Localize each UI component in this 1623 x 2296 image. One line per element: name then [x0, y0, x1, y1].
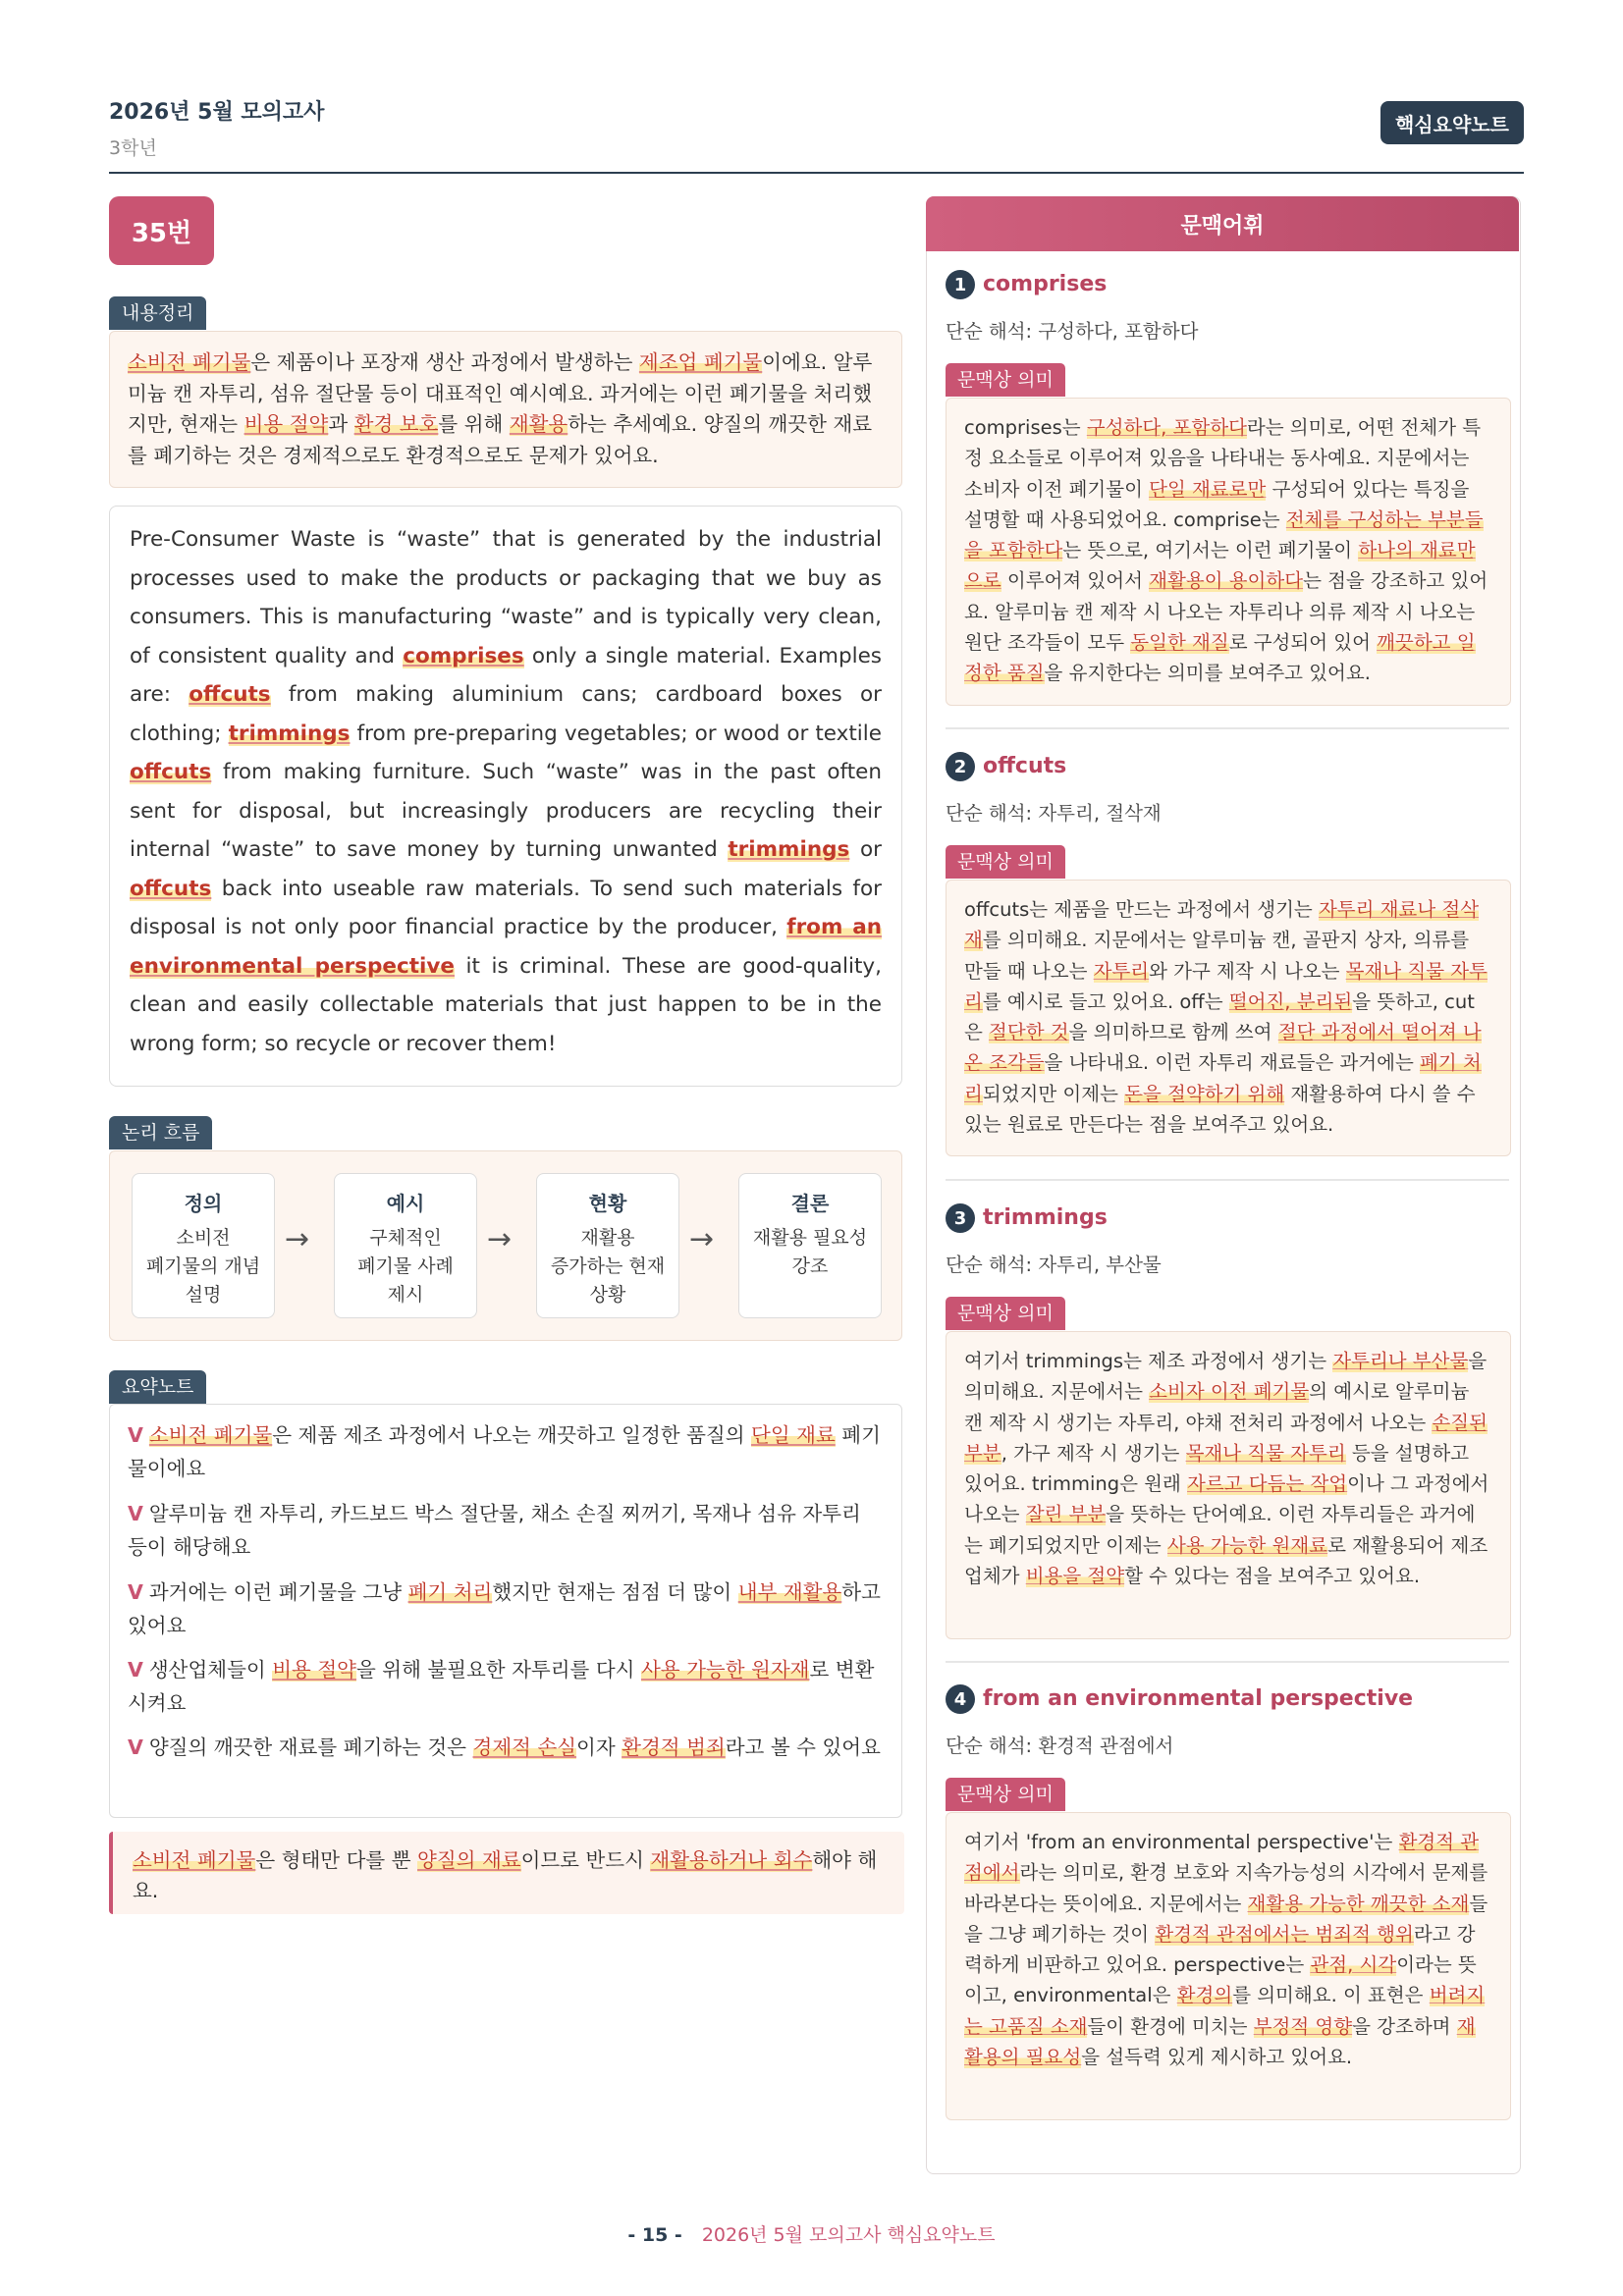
- arrow-right-icon: →: [487, 1222, 513, 1256]
- highlighted-term: 재활용: [509, 412, 568, 436]
- highlighted-term: 재활용의 필요성: [964, 2014, 1476, 2069]
- highlighted-term: trimmings: [728, 837, 850, 862]
- vocab-word: trimmings: [983, 1204, 1108, 1230]
- highlighted-term: 환경 보호: [353, 412, 439, 436]
- vocab-title: 문맥어휘: [926, 196, 1519, 251]
- note-item: V 양질의 깨끗한 재료를 폐기하는 것은 경제적 손실이자 환경적 범죄라고 볼 수 있어요: [128, 1735, 881, 1759]
- highlighted-term: 관점, 시각: [1310, 1953, 1397, 1977]
- highlighted-term: trimmings: [228, 721, 351, 746]
- flow-step-conclusion: [738, 1173, 882, 1318]
- vocab-word: offcuts: [983, 753, 1067, 778]
- flow-step-desc: 재활용 필요성 강조: [752, 1227, 868, 1277]
- highlighted-term: 환경의: [1176, 1984, 1233, 2007]
- note-item: V 알루미늄 캔 자투리, 카드보드 박스 절단물, 채소 손질 찌꺼기, 목재나 섬유 자투리 등이 해당해요: [128, 1502, 861, 1559]
- highlighted-term: 잘린 부분: [1025, 1503, 1107, 1526]
- vocab-entry-header: [946, 1203, 1108, 1233]
- highlighted-term: 단일 재료로만: [1149, 477, 1267, 501]
- context-meaning-text: comprises는 구성하다, 포함하다라는 의미로, 어떤 전체가 특정 요소들로 이루어져 있음을 나타내는 동사예요. 지문에서는 소비자 이전 폐기물이 단일 재료로만 구성되어 있다는 특징을 설명할 때 사용되었어요. comprise는 전체를 구성하는 부분들을 포함한다는 뜻으로, 여기서는 이런 폐기물이 하나의 재료만으로 이루어져 있어서 재활용이 용이하다는 점을 강조하고 있어요. 알루미늄 캔 제작 시 나오는 자투리나 의류 제작 시 나오는 원단 조각들이 모두 동일한 재질로 구성되어 있어 깨끗하고 일정한 품질을 유지한다는 의미를 보여주고 있어요.: [964, 416, 1488, 685]
- highlighted-term: 구성하다, 포함하다: [1086, 416, 1247, 439]
- header-divider: [109, 172, 1524, 174]
- highlighted-term: 양질의 재료: [417, 1848, 521, 1872]
- highlighted-term: from an environmental perspective: [130, 915, 883, 979]
- flow-step-status: [536, 1173, 679, 1318]
- flow-step-example: [334, 1173, 477, 1318]
- flow-step-title: 예시: [386, 1192, 425, 1215]
- number-badge: 1: [946, 270, 975, 299]
- flow-step-title: 현황: [588, 1192, 627, 1215]
- context-meaning-text: offcuts는 제품을 만드는 과정에서 생기는 자투리 재료나 절삭재를 의미해요. 지문에서는 알루미늄 캔, 골판지 상자, 의류를 만들 때 나오는 자투리와 가구 제작 시 나오는 목재나 직물 자투리를 예시로 들고 있어요. off는 떨어진, 분리된을 뜻하고, cut은 절단한 것을 의미하므로 함께 쓰여 절단 과정에서 떨어져 나온 조각들을 나타내요. 이런 자투리 재료들은 과거에는 폐기 처리되었지만 이제는 돈을 절약하기 위해 재활용하여 다시 쓸 수 있는 원료로 만든다는 점을 보여주고 있어요.: [964, 898, 1488, 1137]
- highlighted-term: 재활용하거나 회수: [650, 1848, 813, 1872]
- highlighted-term: 환경적 관점에서는 범죄적 행위: [1155, 1922, 1414, 1946]
- flow-step-definition: [132, 1173, 275, 1318]
- note-item: V 소비전 폐기물은 제품 제조 과정에서 나오는 깨끗하고 일정한 품질의 단일 재료 폐기물이에요: [128, 1423, 881, 1480]
- highlighted-term: 사용 가능한 원자재: [640, 1658, 810, 1682]
- highlighted-term: 폐기 처리: [407, 1580, 493, 1604]
- flow-step-desc: 구체적인 폐기물 사례 제시: [357, 1227, 454, 1306]
- highlighted-term: 환경적 관점에서: [964, 1831, 1480, 1885]
- context-meaning-text: 여기서 'from an environmental perspective'는 환경적 관점에서라는 의미로, 환경 보호와 지속가능성의 시각에서 문제를 바라본다는 뜻이에요. 지문에서는 재활용 가능한 깨끗한 소재들을 그냥 폐기하는 것이 환경적 관점에서는 범죄적 행위라고 강력하게 비판하고 있어요. perspective는 관점, 시각이라는 뜻이고, environmental은 환경의를 의미해요. 이 표현은 버려지는 고품질 소재들이 환경에 미치는 부정적 영향을 강조하며 재활용의 필요성을 설득력 있게 제시하고 있어요.: [964, 1831, 1488, 2069]
- simple-meaning: 단순 해석: 구성하다, 포함하다: [946, 320, 1199, 343]
- simple-meaning: 단순 해석: 자투리, 부산물: [946, 1254, 1162, 1276]
- divider: [946, 1179, 1509, 1181]
- footer-title: 2026년 5월 모의고사 핵심요약노트: [701, 2224, 996, 2246]
- summary-tag: 내용정리: [109, 296, 206, 330]
- notes-badge: 핵심요약노트: [1380, 101, 1524, 144]
- highlighted-term: 제조업 폐기물: [638, 350, 763, 374]
- divider: [946, 1661, 1509, 1663]
- highlighted-term: offcuts: [130, 760, 212, 784]
- vocab-entry-header: [946, 270, 1107, 299]
- highlighted-term: 소비전 폐기물: [133, 1848, 256, 1872]
- highlighted-term: 부정적 영향: [1253, 2014, 1353, 2038]
- logic-flow: [109, 1150, 902, 1341]
- highlighted-term: 자투리: [1093, 959, 1150, 983]
- simple-meaning: 단순 해석: 환경적 관점에서: [946, 1735, 1174, 1757]
- question-number: 35번: [109, 196, 214, 265]
- flow-step-desc: 소비전 폐기물의 개념 설명: [145, 1227, 261, 1306]
- highlighted-term: 환경적 범죄: [622, 1735, 726, 1759]
- highlighted-term: 전체를 구성하는 부분들을 포함한다: [964, 507, 1484, 562]
- highlighted-term: 단일 재료: [751, 1423, 836, 1447]
- summary-text: 소비전 폐기물은 제품이나 포장재 생산 과정에서 발생하는 제조업 폐기물이에요. 알루미늄 캔 자투리, 섬유 절단물 등이 대표적인 예시예요. 과거에는 이런 폐기물을 처리했지만, 현재는 비용 절약과 환경 보호를 위해 재활용하는 추세예요. 양질의 깨끗한 재료를 폐기하는 것은 경제적으로도 환경적으로도 문제가 있어요.: [128, 350, 873, 467]
- highlighted-term: 소비전 폐기물: [148, 1423, 273, 1447]
- highlighted-term: 내부 재활용: [737, 1580, 842, 1604]
- note-item: V 생산업체들이 비용 절약을 위해 불필요한 자투리를 다시 사용 가능한 원자재로 변환시켜요: [128, 1658, 875, 1715]
- highlighted-term: 절단 과정에서 떨어져 나온 조각들: [964, 1021, 1482, 1075]
- vocab-entry-header: [946, 1684, 1413, 1714]
- highlighted-term: 비용 절약: [272, 1658, 356, 1682]
- divider: [946, 727, 1509, 729]
- highlighted-term: 목재나 직물 자투리: [1185, 1441, 1346, 1465]
- highlighted-term: 절단한 것: [989, 1021, 1069, 1044]
- page-footer: [0, 2220, 1623, 2247]
- highlighted-term: 동일한 재질: [1130, 631, 1229, 655]
- flow-step-title: 정의: [184, 1192, 223, 1215]
- passage-box: [109, 506, 902, 1087]
- highlighted-term: 소비전 폐기물: [128, 350, 251, 374]
- document-title: 2026년 5월 모의고사: [109, 100, 325, 125]
- highlighted-term: comprises: [403, 643, 524, 668]
- context-meaning-box: [946, 880, 1511, 1156]
- number-badge: 2: [946, 752, 975, 781]
- context-meaning-tag: 문맥상 의미: [946, 363, 1065, 397]
- context-meaning-tag: 문맥상 의미: [946, 1778, 1065, 1811]
- highlighted-term: offcuts: [189, 682, 271, 707]
- notes-box: [109, 1404, 902, 1818]
- flow-tag: 논리 흐름: [109, 1116, 212, 1149]
- vocab-entry-header: [946, 752, 1066, 781]
- highlighted-term: offcuts: [130, 876, 212, 901]
- callout-text: 소비전 폐기물은 형태만 다를 뿐 양질의 재료이므로 반드시 재활용하거나 회수해야 해요.: [133, 1848, 878, 1902]
- simple-meaning: 단순 해석: 자투리, 절삭재: [946, 802, 1162, 825]
- notes-tag: 요약노트: [109, 1370, 206, 1404]
- flow-step-desc: 재활용 증가하는 현재 상황: [550, 1227, 666, 1306]
- highlighted-term: 폐기 처리: [964, 1051, 1482, 1105]
- arrow-right-icon: →: [689, 1222, 715, 1256]
- highlighted-term: 경제적 손실: [472, 1735, 577, 1759]
- highlighted-term: 떨어진, 분리된: [1228, 989, 1353, 1013]
- number-badge: 4: [946, 1684, 975, 1714]
- grade-label: 3학년: [109, 137, 157, 159]
- highlighted-term: 버려지는 고품질 소재: [964, 1984, 1486, 2038]
- highlighted-term: 자르고 다듬는 작업: [1187, 1472, 1348, 1496]
- highlighted-term: 하나의 재료만으로: [964, 539, 1476, 593]
- context-meaning-tag: 문맥상 의미: [946, 845, 1065, 879]
- context-meaning-tag: 문맥상 의미: [946, 1297, 1065, 1330]
- highlighted-term: 돈을 절약하기 위해: [1124, 1082, 1285, 1105]
- highlighted-term: 깨끗하고 일정한 품질: [964, 631, 1476, 685]
- context-meaning-box: [946, 1812, 1511, 2120]
- highlighted-term: 손질된 부분: [964, 1411, 1488, 1465]
- context-meaning-box: [946, 1331, 1511, 1639]
- passage-text: Pre-Consumer Waste is “waste” that is generated by the industrial processes used to make the products or packaging that we buy as consumers. This is manufacturing “waste” and is typically very clean, of consistent quality and comprises only a single material. Examples are: offcuts from making aluminium cans; cardboard boxes or clothing; trimmings from pre-preparing vegetables; or wood or textile offcuts from making furniture. Such “waste” was in the past often sent for disposal, but increasingly producers are recycling their internal “waste” to save money by turning unwanted trimmings or offcuts back into useable raw materials. To send such materials for disposal is not only poor financial practice by the producer, from an environmental perspective it is criminal. These are good-quality, clean and easily collectable materials that just happen to be in the wrong form; so recycle or recover them!: [130, 527, 883, 1056]
- highlighted-term: 재활용 가능한 깨끗한 소재: [1247, 1892, 1470, 1915]
- vocab-word: from an environmental perspective: [983, 1685, 1414, 1711]
- flow-step-title: 결론: [790, 1192, 830, 1215]
- number-badge: 3: [946, 1203, 975, 1233]
- arrow-right-icon: →: [285, 1222, 310, 1256]
- highlighted-term: 자투리나 부산물: [1332, 1350, 1469, 1372]
- note-item: V 과거에는 이런 폐기물을 그냥 폐기 처리했지만 현재는 점점 더 많이 내부 재활용하고 있어요: [128, 1580, 881, 1637]
- key-callout: [109, 1832, 904, 1914]
- highlighted-term: 소비자 이전 폐기물: [1149, 1380, 1310, 1404]
- highlighted-term: 자투리 재료나 절삭재: [964, 898, 1480, 952]
- highlighted-term: 사용 가능한 원재료: [1166, 1533, 1328, 1557]
- context-meaning-box: [946, 398, 1511, 706]
- highlighted-term: 재활용이 용이하다: [1149, 569, 1304, 593]
- summary-box: [109, 331, 902, 488]
- highlighted-term: 비용 절약: [243, 412, 329, 436]
- context-meaning-text: 여기서 trimmings는 제조 과정에서 생기는 자투리나 부산물을 의미해요. 지문에서는 소비자 이전 폐기물의 예시로 알루미늄 캔 제작 시 생기는 자투리, 야채 전처리 과정에서 나오는 손질된 부분, 가구 제작 시 생기는 목재나 직물 자투리 등을 설명하고 있어요. trimming은 원래 자르고 다듬는 작업이나 그 과정에서 나오는 잘린 부분을 뜻하는 단어예요. 이런 자투리들은 과거에는 폐기되었지만 이제는 사용 가능한 원재료로 재활용되어 제조업체가 비용을 절약할 수 있다는 점을 보여주고 있어요.: [964, 1350, 1489, 1588]
- vocab-word: comprises: [983, 271, 1108, 296]
- highlighted-term: 목재나 직물 자투리: [964, 959, 1488, 1013]
- page-number: - 15 -: [627, 2224, 682, 2246]
- highlighted-term: 비용을 절약: [1025, 1565, 1125, 1588]
